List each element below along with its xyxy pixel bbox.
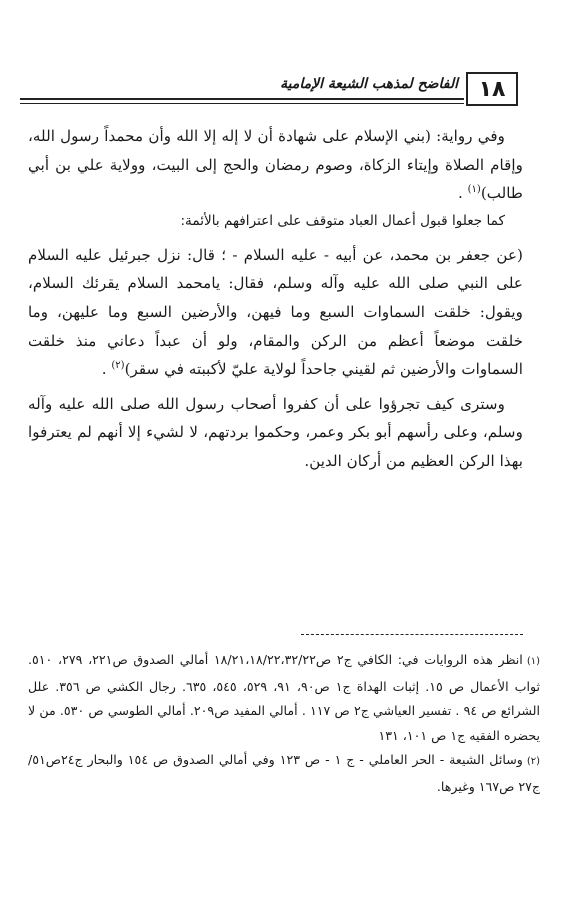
main-text (28, 122, 523, 476)
footnote-separator (301, 634, 523, 635)
footnote-text: وسائل الشيعة - الحر العاملي - ج ١ - ص ١٢٣ وفي أمالي الصدوق ص ١٥٤ والبحار ج٢٤ص٥١/ ج٢٧ ص١٦٧ وغيرها. (28, 752, 540, 794)
footnote-text: انظر هذه الروايات في: الكافي ج٢ ص١٨/٢١،١٨/٢٢،٣٢/٢٢ أمالي الصدوق ص٢٢١، ٢٧٩، ٥١٠. ثواب الأعمال ص ١٥. إثبات الهداة ج١ ص٩٠، ٩١، ٥٢٩، ٥٤٥، ٦٣٥. رجال الكشي ص ٣٥٦. علل الشرائع ص ٩٤ . تفسير العياشي ج٢ ص ١١٧ . أمالي المفيد ص٢٠٩. أمالي الطوسي ص ٥٣٠. من لا يحضره الفقيه ج١ ص ١٠١، ١٣١ (28, 652, 540, 743)
footnote-reference: (٢) (111, 360, 125, 372)
footnotes (28, 648, 540, 800)
footnote-reference: (١) (467, 184, 481, 196)
paragraph-end: . (457, 184, 468, 203)
footnote-1 (28, 648, 540, 748)
footnote-marker: (٢) (526, 756, 541, 768)
paragraph-text: (عن جعفر بن محمد، عن أبيه - عليه السلام - ؛ قال: نزل جبرئيل عليه السلام على النبي صلى الله عليه وآله وسلم، فقال: يامحمد السلام يقرئك السلام، ويقول: خلقت السماوات السبع وما فيهن، والأرضين السبع وما عليهن، وما خلقت موضعاً أعظم من الركن والمقام، ولو أن عبداً دعاني منذ خلقت السماوات والأرضين ثم لقيني جاحداً لولاية عليّ لأكببته في سقر) (28, 245, 523, 379)
paragraph-end: . (101, 360, 112, 379)
paragraph-hadith (28, 241, 523, 384)
footnote-marker: (١) (526, 656, 540, 667)
header-rule-thin (20, 103, 464, 104)
running-title: الفاضح لمذهب الشيعة الإمامية (280, 76, 458, 92)
paragraph-text: وفي رواية: (بني الإسلام على شهادة أن لا إله إلا الله وأن محمداً رسول الله، وإقام الصلاة وإيتاء الزكاة، وصوم رمضان والحج إلى البيت، وولاية علي بن أبي طالب) (28, 127, 523, 203)
page-number: ١٨ (466, 72, 518, 106)
paragraph-conclusion: وسترى كيف تجرؤوا على أن كفروا أصحاب رسول الله صلى الله عليه وآله وسلم، وعلى رأسهم أبو بكر وعمر، وحكموا بردتهم، لا لشيء إلا أنهم لم يعترفوا بهذا الركن العظيم من أركان الدين. (28, 394, 523, 470)
paragraph-intro: كما جعلوا قبول أعمال العباد متوقف على اعترافهم بالأئمة: (180, 212, 505, 229)
paragraph-narration (28, 122, 523, 208)
header-rule (20, 98, 464, 100)
footnote-2 (28, 748, 540, 799)
page-header (20, 72, 518, 108)
